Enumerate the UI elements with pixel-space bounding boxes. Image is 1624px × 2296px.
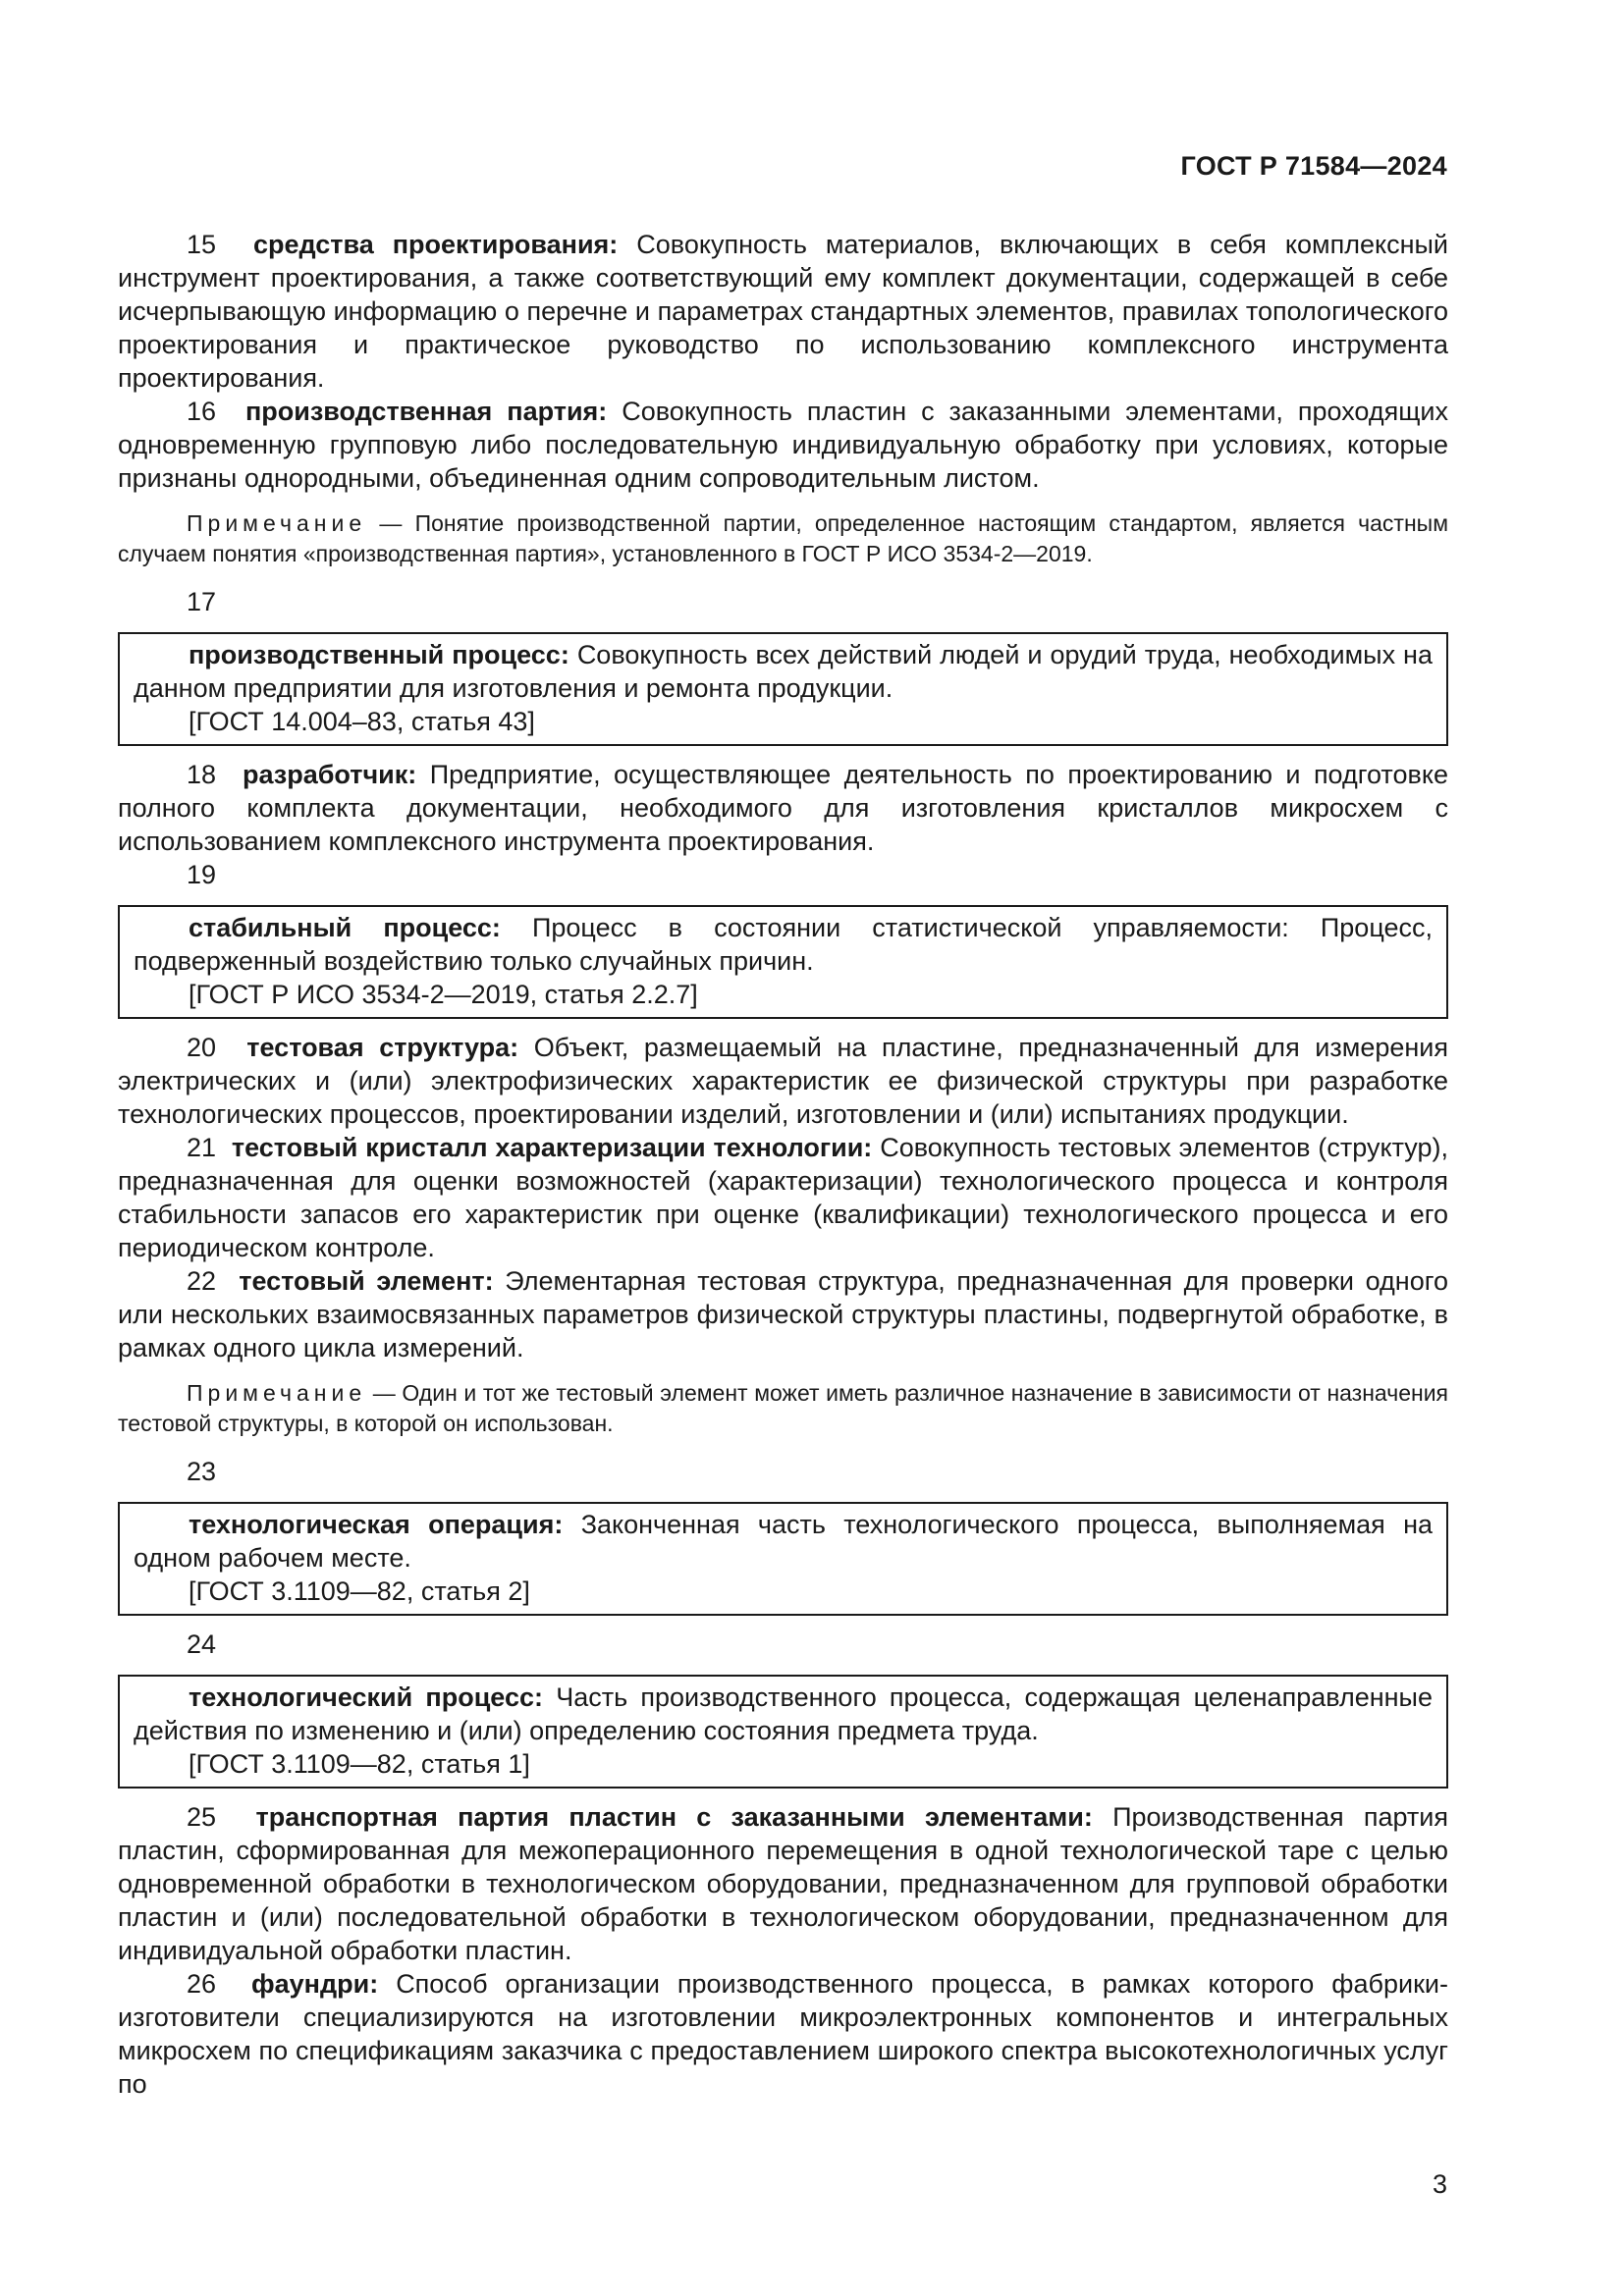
term-24: технологический процесс: Часть производственного процесса, содержащая целенаправленные действия по изменению и (или) определению состояния предмета труда. [134, 1682, 1433, 1745]
terms-content [118, 226, 1448, 2101]
term-16: 16 производственная партия: Совокупность пластин с заказанными элементами, проходящих одновременную групповую либо последовательную индивидуальную обработку при условиях, которые признаны однородными, объединенная одним сопроводительным листом. [118, 397, 1448, 493]
document-id-header: ГОСТ Р 71584—2024 [1180, 151, 1447, 181]
page-number: 3 [1432, 2169, 1447, 2199]
term-20: 20 тестовая структура: Объект, размещаемый на пластине, предназначенный для измерения электрических и (или) электрофизических характеристик ее физической структуры при разработке технологических процессов, проектировании изделий, изготовлении и (или) испытаниях продукции. [118, 1033, 1448, 1129]
term-26: 26 фаундри: Способ организации производственного процесса, в рамках которого фабрики-изготовители специализируются на изготовлении микроэлектронных компонентов и интегральных микросхем по спецификациям заказчика с предоставлением широкого спектра высокотехнологичных услуг по [118, 1969, 1448, 2099]
term-23: технологическая операция: Законченная часть технологического процесса, выполняемая на одном рабочем месте. [134, 1510, 1433, 1573]
term-19-number: 19 [187, 860, 217, 889]
term-22: 22 тестовый элемент: Элементарная тестовая структура, предназначенная для проверки одного или нескольких взаимосвязанных параметров физической структуры пластины, подвергнутой обработке, в рамках одного цикла измерений. [118, 1266, 1448, 1362]
term-18: 18 разработчик: Предприятие, осуществляющее деятельность по проектированию и подготовке полного комплекта документации, необходимого для изготовления кристаллов микросхем с использованием комплексного инструмента проектирования. [118, 760, 1448, 856]
term-25: 25 транспортная партия пластин с заказанными элементами: Производственная партия пластин, сформированная для межоперационного перемещения в одной технологической таре с целью одновременной обработки в технологическом оборудовании, предназначенном для групповой обработки пластин и (или) последовательной обработки в технологическом оборудовании, предназначенном для индивидуальной обработки пластин. [118, 1802, 1448, 1965]
term-23-number: 23 [187, 1457, 217, 1486]
term-19: стабильный процесс: Процесс в состоянии статистической управляемости: Процесс, подверженный воздействию только случайных причин. [134, 913, 1433, 976]
note-2: Примечание — Один и тот же тестовый элемент может иметь различное назначение в зависимости от назначения тестовой структуры, в которой он использован. [118, 1380, 1448, 1436]
term-17-reference: [ГОСТ 14.004–83, статья 43] [189, 707, 535, 736]
term-17-number: 17 [187, 587, 217, 616]
term-24-box [118, 1675, 1448, 1789]
term-23-reference: [ГОСТ 3.1109—82, статья 2] [189, 1576, 530, 1606]
term-17: производственный процесс: Совокупность всех действий людей и орудий труда, необходимых на данном предприятии для изготовления и ремонта продукции. [134, 640, 1433, 703]
term-21: 21 тестовый кристалл характеризации технологии: Совокупность тестовых элементов (структур), предназначенная для оценки возможностей (характеризации) технологического процесса и контроля стабильности запасов его характеристик при оценке (квалификации) технологического процесса и его периодическом контроле. [118, 1133, 1448, 1262]
term-23-box [118, 1502, 1448, 1616]
term-19-reference: [ГОСТ Р ИСО 3534-2—2019, статья 2.2.7] [189, 980, 698, 1009]
term-17-box [118, 632, 1448, 746]
term-24-number: 24 [187, 1629, 217, 1659]
term-24-reference: [ГОСТ 3.1109—82, статья 1] [189, 1749, 530, 1779]
term-15: 15 средства проектирования: Совокупность материалов, включающих в себя комплексный инструмент проектирования, а также соответствующий ему комплект документации, содержащей в себе исчерпывающую информацию о перечне и параметрах стандартных элементов, правилах топологического проектирования и практическое руководство по использованию комплексного инструмента проектирования. [118, 230, 1448, 393]
note-1: Примечание — Понятие производственной партии, определенное настоящим стандартом, является частным случаем понятия «производственная партия», установленного в ГОСТ Р ИСО 3534-2—2019. [118, 510, 1449, 566]
term-19-box [118, 905, 1448, 1019]
